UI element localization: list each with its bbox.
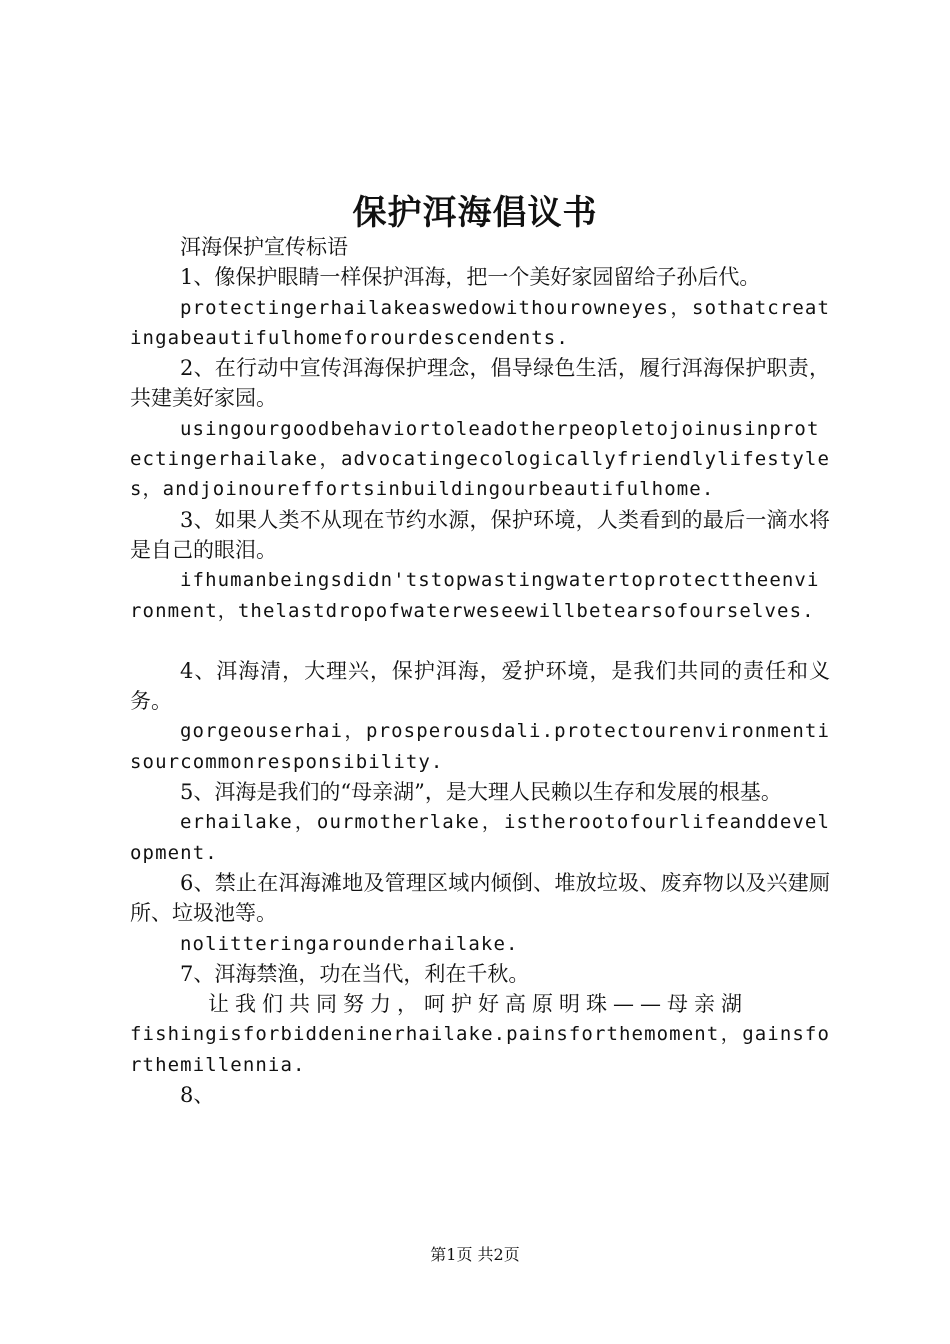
slogan-7-call: 让我们共同努力，呵护好高原明珠——母亲湖 (208, 992, 748, 1017)
document-title: 保护洱海倡议书 (352, 193, 598, 233)
slogan-4-zh: 4、洱海清，大理兴，保护洱海，爱护环境，是我们共同的责任和义务。 (130, 658, 830, 714)
slogan-2-en: usingourgoodbehaviortoleadotherpeopletojoinusinprotectingerhailake，advocatingecologicallyfriendlylifestyles，andjoinoureffortsinbuildingourbeautifulhome. (130, 417, 830, 501)
slogan-4-en: gorgeouserhai，prosperousdali.protectourenvironmentisourcommonresponsibility. (130, 720, 830, 773)
page-footer: 第1页 共2页 (430, 1245, 520, 1264)
slogan-7-zh: 7、洱海禁渔，功在当代，利在千秋。 (180, 961, 530, 986)
slogan-3-zh: 3、如果人类不从现在节约水源，保护环境，人类看到的最后一滴水将是自己的眼泪。 (130, 507, 830, 562)
section-heading: 洱海保护宣传标语 (180, 235, 348, 259)
slogan-6-zh: 6、禁止在洱海滩地及管理区域内倾倒、堆放垃圾、废弃物以及兴建厕所、垃圾池等。 (130, 870, 830, 926)
slogan-1-zh: 1、像保护眼睛一样保护洱海，把一个美好家园留给子孙后代。 (180, 265, 761, 290)
blank-line (130, 626, 830, 656)
slogan-3-en: ifhumanbeingsdidn'tstopwastingwatertoprotecttheenvironment，thelastdropofwaterweseewillbetearsofourselves. (130, 569, 820, 622)
slogan-6-en: nolitteringarounderhailake. (180, 932, 519, 955)
slogan-7-en: fishingisforbiddeninerhailake.painsforthemoment，gainsforthemillennia. (130, 1023, 830, 1076)
slogan-2-zh: 2、在行动中宣传洱海保护理念，倡导绿色生活，履行洱海保护职责，共建美好家园。 (130, 356, 830, 411)
slogan-1-en: protectingerhailakeaswedowithourowneyes，sothatcreatingabeautifulhomeforourdescendents. (130, 296, 830, 349)
slogan-5-zh: 5、洱海是我们的“母亲湖”，是大理人民赖以生存和发展的根基。 (180, 780, 782, 805)
document-body (130, 232, 830, 1110)
slogan-5-en: erhailake，ourmotherlake，istherootofourlifeanddevelopment. (130, 811, 830, 864)
slogan-8-zh: 8、 (180, 1083, 215, 1108)
